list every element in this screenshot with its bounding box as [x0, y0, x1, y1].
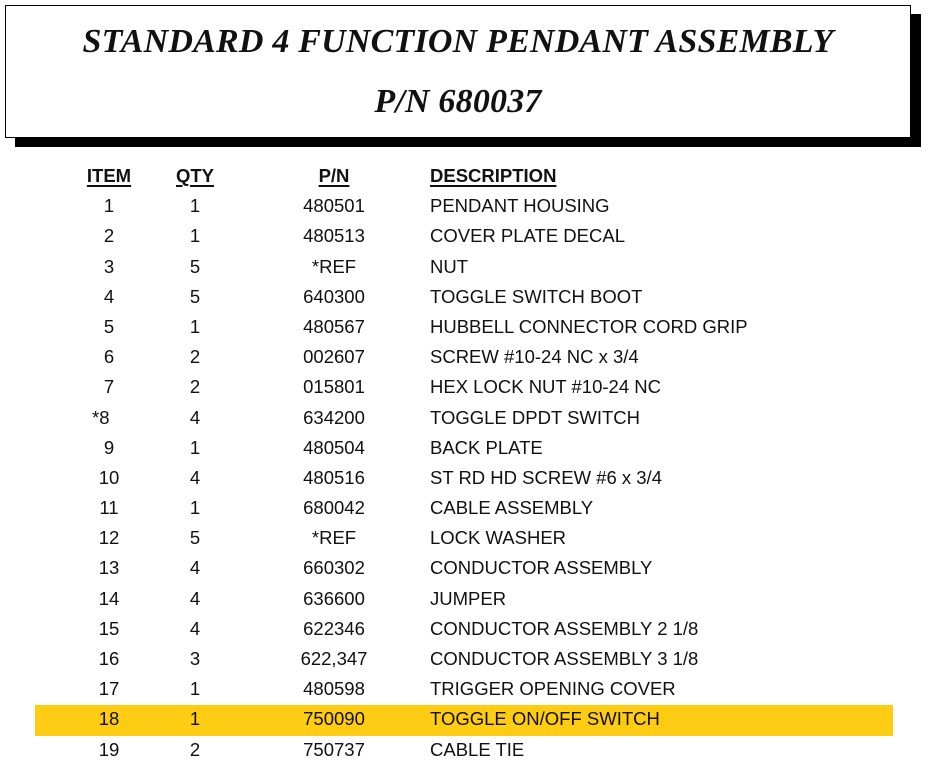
- description: TOGGLE DPDT SWITCH: [430, 406, 641, 428]
- item-number: 13: [98, 557, 120, 579]
- description: HUBBELL CONNECTOR CORD GRIP: [430, 315, 748, 337]
- table-row: [0, 342, 931, 372]
- table-row: [0, 403, 931, 433]
- part-number: 480513: [303, 225, 365, 247]
- description: JUMPER: [430, 587, 507, 609]
- table-row: [0, 191, 931, 221]
- table-row: [0, 463, 931, 493]
- description: HEX LOCK NUT #10-24 NC: [430, 376, 661, 398]
- description: TOGGLE ON/OFF SWITCH: [430, 708, 660, 730]
- quantity: 5: [189, 255, 201, 277]
- part-number: 480504: [303, 436, 365, 458]
- part-number: 480516: [303, 466, 365, 488]
- table-row-highlighted: [0, 704, 931, 734]
- quantity: 4: [189, 466, 201, 488]
- item-number: 5: [103, 315, 115, 337]
- quantity: 4: [189, 406, 201, 428]
- description: NUT: [430, 255, 469, 277]
- quantity: 1: [189, 497, 201, 519]
- description: CABLE ASSEMBLY: [430, 497, 594, 519]
- quantity: 1: [189, 708, 201, 730]
- description: TRIGGER OPENING COVER: [430, 678, 676, 700]
- header-item: ITEM: [86, 165, 132, 186]
- part-number: 750090: [303, 708, 365, 730]
- item-number: 14: [98, 587, 120, 609]
- description: BACK PLATE: [430, 436, 543, 458]
- part-number: 480567: [303, 315, 365, 337]
- item-number: 19: [98, 738, 120, 760]
- description: TOGGLE SWITCH BOOT: [430, 285, 643, 307]
- part-number: 680042: [303, 497, 365, 519]
- description: CONDUCTOR ASSEMBLY: [430, 557, 653, 579]
- description: COVER PLATE DECAL: [430, 225, 625, 247]
- quantity: 2: [189, 376, 201, 398]
- part-number: 015801: [303, 376, 365, 398]
- table-row: [0, 282, 931, 312]
- item-number: 17: [98, 678, 120, 700]
- table-row: [0, 252, 931, 282]
- quantity: 1: [189, 678, 201, 700]
- item-number: 11: [99, 497, 119, 519]
- table-row: [0, 221, 931, 251]
- item-number: 6: [103, 346, 115, 368]
- part-number: 480501: [303, 195, 365, 217]
- table-row: [0, 674, 931, 704]
- header-description: DESCRIPTION: [430, 165, 557, 186]
- description: CONDUCTOR ASSEMBLY 2 1/8: [430, 617, 699, 639]
- part-number: *REF: [311, 255, 357, 277]
- quantity: 3: [189, 648, 201, 669]
- part-number: 634200: [303, 406, 365, 428]
- item-number: *8: [92, 406, 110, 428]
- description: PENDANT HOUSING: [430, 195, 610, 217]
- quantity: 5: [189, 285, 201, 307]
- item-number: 3: [103, 255, 115, 277]
- table-row: [0, 584, 931, 614]
- part-number: 622,347: [300, 648, 368, 669]
- table-row: [0, 614, 931, 644]
- part-number: 660302: [303, 557, 365, 579]
- quantity: 1: [189, 195, 201, 217]
- table-row: [0, 523, 931, 553]
- table-row: [0, 372, 931, 402]
- item-number: 7: [103, 376, 115, 398]
- title-box: [5, 5, 911, 138]
- part-number: 480598: [303, 678, 365, 700]
- description: CONDUCTOR ASSEMBLY 3 1/8: [430, 648, 699, 669]
- quantity: 1: [189, 436, 201, 458]
- description: SCREW #10-24 NC x 3/4: [430, 346, 639, 368]
- quantity: 4: [189, 557, 201, 579]
- item-number: 4: [103, 285, 115, 307]
- item-number: 2: [103, 225, 115, 247]
- item-number: 16: [98, 648, 120, 669]
- quantity: 4: [189, 587, 201, 609]
- item-number: 9: [103, 436, 115, 458]
- part-number-title: P/N 680037: [374, 83, 542, 120]
- quantity: 1: [189, 225, 201, 247]
- parts-table: [0, 161, 931, 765]
- header-pn: P/N: [318, 165, 350, 186]
- quantity: 1: [189, 315, 201, 337]
- part-number: 636600: [303, 587, 365, 609]
- quantity: 2: [189, 346, 201, 368]
- item-number: 15: [98, 617, 120, 639]
- item-number: 1: [103, 195, 115, 217]
- item-number: 12: [98, 527, 120, 549]
- table-row: [0, 433, 931, 463]
- item-number: 18: [98, 708, 120, 730]
- part-number: 622346: [303, 617, 365, 639]
- table-row: [0, 735, 931, 765]
- table-row: [0, 553, 931, 583]
- table-row: [0, 644, 931, 674]
- quantity: 2: [189, 738, 201, 760]
- item-number: 10: [98, 466, 120, 488]
- part-number: *REF: [311, 527, 357, 549]
- quantity: 5: [189, 527, 201, 549]
- description: CABLE TIE: [430, 738, 525, 760]
- table-row: [0, 493, 931, 523]
- part-number: 750737: [303, 738, 365, 760]
- table-row: [0, 312, 931, 342]
- description: ST RD HD SCREW #6 x 3/4: [430, 466, 662, 488]
- header-qty: QTY: [175, 165, 215, 186]
- table-header-row: [0, 161, 931, 191]
- part-number: 640300: [303, 285, 365, 307]
- quantity: 4: [189, 617, 201, 639]
- description: LOCK WASHER: [430, 527, 567, 549]
- document-title: STANDARD 4 FUNCTION PENDANT ASSEMBLY: [82, 23, 834, 60]
- part-number: 002607: [303, 346, 365, 368]
